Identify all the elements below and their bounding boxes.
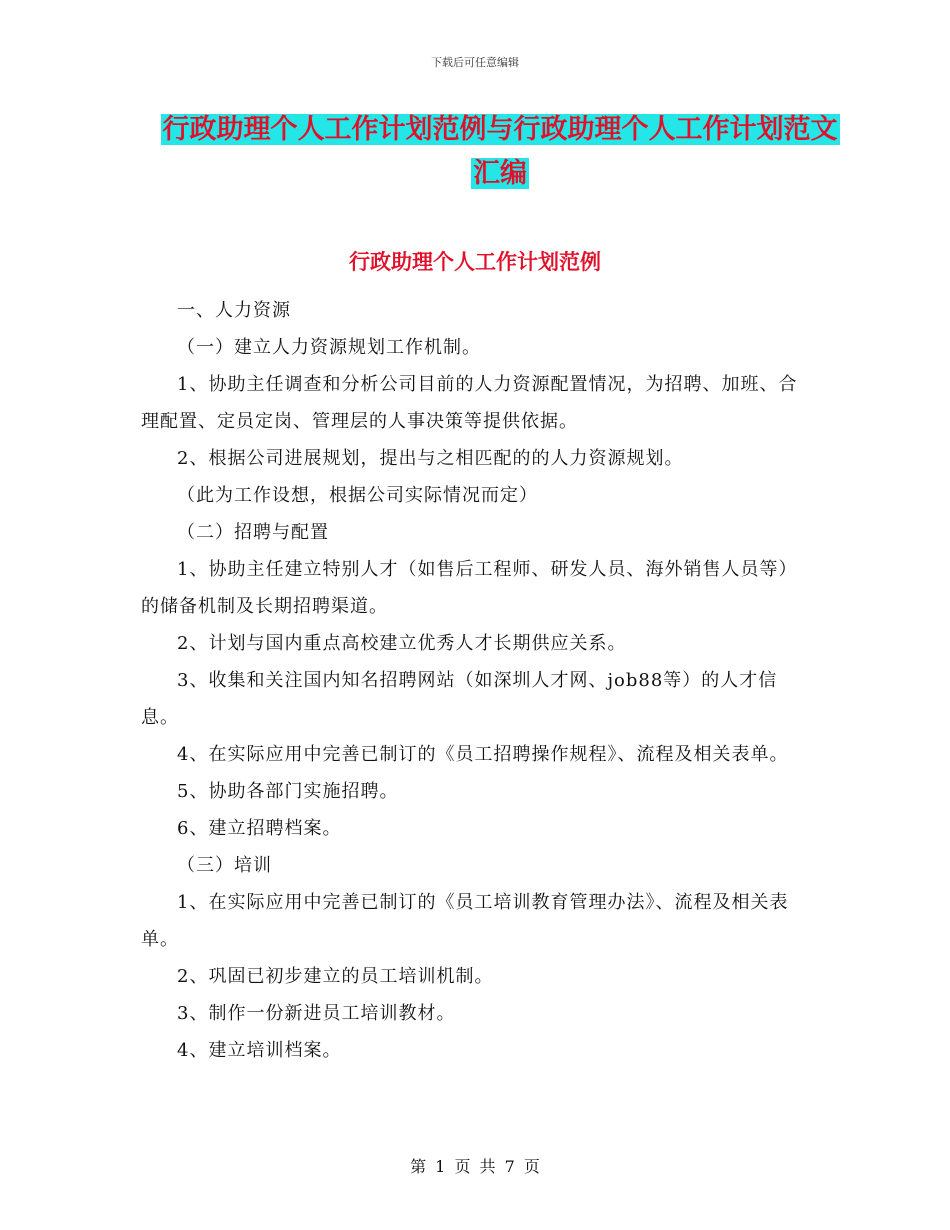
page-number: 第 1 页 共 7 页 [410, 1157, 540, 1176]
paragraph: （二）招聘与配置 [177, 522, 329, 543]
paragraph: 3、收集和关注国内知名招聘网站（如深圳人才网、job88等）的人才信息。 [141, 670, 778, 728]
header-note: 下载后可任意编辑 [431, 56, 519, 69]
paragraph: 2、巩固已初步建立的员工培训机制。 [177, 966, 494, 987]
paragraph: 2、根据公司进展规划，提出与之相匹配的的人力资源规划。 [177, 448, 684, 469]
paragraph: （此为工作设想，根据公司实际情况而定） [177, 485, 538, 506]
section-title: 行政助理个人工作计划范例 [349, 250, 601, 274]
paragraph: 1、协助主任建立特别人才（如售后工程师、研发人员、海外销售人员等）的储备机制及长期招聘渠道。 [141, 559, 798, 617]
paragraph: 4、建立培训档案。 [177, 1040, 342, 1061]
paragraph: 2、计划与国内重点高校建立优秀人才长期供应关系。 [177, 633, 627, 654]
paragraph: 5、协助各部门实施招聘。 [177, 781, 399, 802]
paragraph: 1、在实际应用中完善已制订的《员工培训教育管理办法》、流程及相关表单。 [141, 892, 789, 950]
paragraph: （一）建立人力资源规划工作机制。 [177, 337, 481, 358]
document-title [150, 108, 850, 196]
paragraph: 一、人力资源 [177, 300, 291, 321]
paragraph: 1、协助主任调查和分析公司目前的人力资源配置情况，为招聘、加班、合理配置、定员定岗、管理层的人事决策等提供依据。 [141, 374, 798, 432]
paragraph: 3、制作一份新进员工培训教材。 [177, 1003, 456, 1024]
paragraph: 6、建立招聘档案。 [177, 818, 342, 839]
paragraph: 4、在实际应用中完善已制订的《员工招聘操作规程》、流程及相关表单。 [177, 744, 789, 765]
document-body [141, 292, 809, 1069]
paragraph: （三）培训 [177, 855, 272, 876]
document-title-text: 行政助理个人工作计划范例与行政助理个人工作计划范文汇编 [162, 114, 838, 189]
